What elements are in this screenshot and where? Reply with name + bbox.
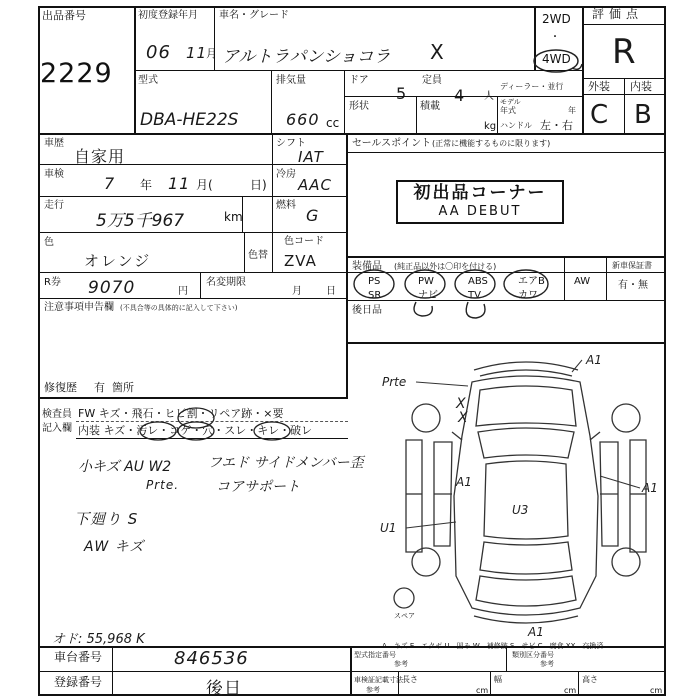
warranty-divider bbox=[606, 256, 607, 300]
mark-prte: Prte bbox=[382, 375, 407, 389]
car-damage-diagram bbox=[376, 346, 666, 638]
inspector-row-2: 内装 キズ・汚レ・コゲ・穴・スレ・キレ・破レ bbox=[78, 424, 313, 437]
eval-label-underline bbox=[582, 24, 666, 25]
equip-airbag: エアB bbox=[518, 276, 545, 287]
eval-divider bbox=[582, 6, 584, 134]
equipment-bottom-line bbox=[346, 300, 666, 301]
name-change-label: 名変期限 bbox=[206, 277, 246, 288]
mark-a1-front: A1 bbox=[586, 353, 602, 367]
inspection-day-unit: 日) bbox=[250, 178, 267, 192]
length-label: 長さ bbox=[402, 675, 418, 684]
reg-value: 後日 bbox=[206, 679, 242, 699]
type-divider bbox=[271, 70, 272, 133]
mark-a1-right: A1 bbox=[642, 481, 658, 495]
equip-abs: ABS bbox=[468, 276, 488, 287]
recycle-row-line bbox=[38, 298, 346, 299]
drive-dot: ・ bbox=[550, 32, 560, 43]
drive-2wd: 2WD bbox=[542, 12, 571, 26]
equip-navi: ナビ bbox=[418, 290, 438, 301]
footer-category-divider bbox=[506, 646, 507, 671]
after-bottom-line bbox=[346, 342, 666, 344]
shift-value: IAT bbox=[298, 148, 324, 166]
color-code-value: ZVA bbox=[284, 252, 317, 270]
width-label: 幅 bbox=[494, 675, 502, 684]
recycle-unit: 円 bbox=[178, 286, 188, 297]
equip-ps: PS bbox=[368, 276, 381, 287]
dims-height-divider bbox=[578, 671, 579, 696]
shift-divider bbox=[272, 133, 273, 241]
note-line-1: 小キズ AU W2 bbox=[78, 459, 172, 475]
repair-value: 有 bbox=[94, 381, 105, 394]
mileage-row-line bbox=[38, 232, 346, 233]
handle-value: 左・右 bbox=[540, 119, 573, 132]
mark-u1: U1 bbox=[380, 521, 397, 535]
reg-label: 登録番号 bbox=[54, 675, 103, 689]
after-label: 後日品 bbox=[352, 305, 382, 316]
header-row-divider bbox=[134, 70, 582, 71]
model-year-unit: 年 bbox=[568, 106, 576, 115]
equipment-circle-marks bbox=[352, 258, 562, 326]
inspection-year: 7 bbox=[104, 174, 116, 193]
ext-int-label-underline bbox=[582, 94, 666, 95]
equip-sr: SR bbox=[368, 290, 382, 301]
displacement-label: 排気量 bbox=[276, 75, 306, 86]
equip-pw: PW bbox=[418, 276, 434, 287]
sales-points-label: セールスポイント bbox=[352, 138, 432, 149]
aw-label: AW bbox=[574, 276, 591, 287]
note-line-4: コアサポート bbox=[216, 479, 300, 495]
footer-top-line bbox=[38, 646, 666, 648]
inspector-label-2: 記入欄 bbox=[42, 423, 72, 434]
repair-places: 箇所 bbox=[112, 381, 134, 394]
shape-label: 形状 bbox=[349, 101, 369, 112]
notes-sub: (不具合等の具体的に記入して下さい) bbox=[120, 304, 238, 312]
equipment-sub: (純正品以外は〇印を付ける) bbox=[394, 262, 497, 271]
equip-tv: TV bbox=[468, 290, 481, 301]
category-label: 類別区分番号 bbox=[512, 651, 554, 659]
seats-label: 定員 bbox=[422, 75, 442, 86]
category-ref: 参考 bbox=[540, 660, 554, 668]
note-line-5: 下廻り S bbox=[74, 510, 139, 528]
chassis-row-line bbox=[38, 671, 350, 672]
sales-points-sub: (正常に機能するものに限ります) bbox=[432, 139, 551, 148]
eval-value: R bbox=[612, 32, 637, 72]
lot-label: 出品番号 bbox=[42, 9, 86, 22]
exterior-value: C bbox=[590, 100, 610, 130]
notes-label: 注意事項申告欄 bbox=[44, 302, 114, 313]
mark-u3: U3 bbox=[512, 503, 529, 517]
lot-number: 2229 bbox=[40, 58, 113, 89]
dims-length-divider bbox=[398, 671, 399, 696]
type-value: DBA-HE22S bbox=[140, 110, 239, 130]
note-line-6: AW キズ bbox=[84, 539, 145, 555]
interior-value: B bbox=[634, 100, 653, 130]
note-line-3: フエド サイドメンバー歪 bbox=[208, 455, 364, 471]
model-year-label-2: 年式 bbox=[500, 106, 516, 115]
type-label: 型式 bbox=[138, 75, 158, 86]
mark-x-1: X bbox=[456, 396, 466, 412]
header-divider bbox=[38, 133, 666, 135]
first-reg-divider bbox=[214, 6, 215, 70]
inspector-row-1: FW キズ・飛石・ヒビ割・リペア跡・×要 bbox=[78, 407, 284, 420]
color-label: 色 bbox=[44, 237, 54, 248]
odometer-note: オド: 55,968 K bbox=[52, 632, 145, 647]
displacement-divider bbox=[344, 70, 345, 133]
note-line-2: Prte. bbox=[146, 478, 180, 492]
dims-ref: 参考 bbox=[366, 686, 380, 694]
warranty-label: 新車保証書 bbox=[612, 261, 652, 270]
shift-label: シフト bbox=[276, 138, 306, 149]
height-cm: cm bbox=[650, 686, 663, 695]
doors-value: 5 bbox=[396, 84, 408, 103]
mark-x-2: X bbox=[458, 410, 468, 426]
history-label: 車歴 bbox=[44, 138, 64, 149]
model-name-label: 車名・グレード bbox=[219, 10, 289, 21]
interior-label: 内装 bbox=[630, 80, 652, 93]
exterior-label: 外装 bbox=[588, 80, 610, 93]
load-label: 積載 bbox=[420, 101, 440, 112]
shape-row-divider bbox=[344, 96, 582, 97]
repair-label: 修復歴 bbox=[44, 381, 77, 394]
shift-row-line bbox=[272, 164, 346, 165]
equip-leather: カワ bbox=[518, 290, 538, 301]
inspector-label-1: 検査員 bbox=[42, 409, 72, 420]
fuel-label: 燃料 bbox=[276, 200, 296, 211]
chassis-value: 846536 bbox=[174, 648, 249, 669]
dims-width-divider bbox=[490, 671, 491, 696]
type-designation-label: 型式指定番号 bbox=[354, 651, 396, 659]
ext-int-divider bbox=[624, 78, 625, 134]
dims-label: 車検証記載寸法 bbox=[354, 676, 403, 684]
inspection-year-unit: 年 bbox=[140, 178, 153, 192]
first-reg-year: 06 bbox=[146, 42, 171, 63]
color-change-divider bbox=[244, 232, 245, 272]
details-bottom-line bbox=[38, 397, 348, 399]
mileage-unit: km bbox=[224, 210, 243, 224]
aircon-label: 冷房 bbox=[276, 169, 296, 180]
width-cm: cm bbox=[564, 686, 577, 695]
details-right-divider bbox=[346, 133, 348, 397]
inspection-row-line bbox=[38, 196, 346, 197]
inspector-circle-marks bbox=[130, 400, 310, 444]
mileage-unit-divider bbox=[242, 196, 243, 232]
recycle-divider bbox=[200, 272, 201, 298]
fuel-value: G bbox=[306, 206, 320, 225]
equipment-label: 装備品 bbox=[352, 261, 382, 272]
first-reg-label: 初度登録年月 bbox=[138, 10, 198, 21]
eval-label: 評価点 bbox=[592, 7, 644, 21]
history-row-line bbox=[38, 164, 272, 165]
inspection-label: 車検 bbox=[44, 169, 64, 180]
chassis-label: 車台番号 bbox=[54, 650, 103, 664]
shape-load-divider bbox=[416, 96, 417, 133]
model-name-value: アルトラパンショコラ bbox=[222, 47, 391, 67]
inspection-month-unit: 月( bbox=[196, 178, 213, 192]
handle-label: ハンドル bbox=[500, 121, 532, 130]
first-reg-month-unit: 月 bbox=[206, 47, 217, 60]
color-row-line bbox=[38, 272, 346, 273]
recycle-value: 9070 bbox=[88, 278, 136, 298]
mileage-value: 5万5千967 bbox=[96, 211, 185, 231]
mileage-label: 走行 bbox=[44, 200, 64, 211]
drive-4wd: 4WD bbox=[542, 52, 571, 66]
displacement-unit: cc bbox=[326, 116, 340, 130]
height-label: 高さ bbox=[582, 675, 598, 684]
sales-points-underline bbox=[346, 152, 666, 153]
debut-line-1: 初出品コーナー bbox=[413, 183, 547, 203]
drive-4wd-circle-mark bbox=[532, 46, 586, 80]
length-cm: cm bbox=[476, 686, 489, 695]
name-change-month: 月 bbox=[292, 286, 302, 297]
grade-value: X bbox=[430, 40, 445, 64]
color-value: オレンジ bbox=[84, 252, 152, 270]
history-value: 自家用 bbox=[74, 147, 126, 166]
type-designation-ref: 参考 bbox=[394, 660, 408, 668]
equipment-aw-divider bbox=[564, 256, 565, 300]
damage-legend: A―キズ E―エクボ U―凹み W―補修跡 S―サビ C―腐食 XX―交換済 bbox=[382, 642, 604, 650]
warranty-value: 有・無 bbox=[618, 280, 648, 291]
inspection-month: 11 bbox=[168, 174, 191, 193]
doors-label: ドア bbox=[349, 75, 369, 86]
load-unit: kg bbox=[484, 121, 497, 132]
mark-a1-rear: A1 bbox=[528, 625, 544, 638]
model-year-label-1: モデル bbox=[500, 98, 521, 106]
load-year-divider bbox=[497, 96, 498, 133]
spare-label: スペア bbox=[394, 612, 415, 620]
name-change-day: 日 bbox=[326, 286, 336, 297]
first-reg-month: 11 bbox=[186, 44, 208, 62]
aircon-value: AAC bbox=[298, 176, 332, 194]
debut-line-2: AA DEBUT bbox=[438, 204, 522, 219]
mark-a1-left: A1 bbox=[456, 475, 472, 489]
displacement-value: 660 bbox=[286, 110, 320, 129]
color-change-label: 色替 bbox=[248, 250, 268, 261]
recycle-label: R券 bbox=[44, 277, 61, 288]
seats-unit: 人 bbox=[484, 91, 494, 102]
dealer-label: ディーラー・並行 bbox=[500, 82, 564, 91]
seats-value: 4 bbox=[454, 86, 466, 105]
color-code-divider bbox=[272, 232, 273, 272]
color-code-label: 色コード bbox=[284, 236, 324, 247]
debut-stamp bbox=[396, 180, 564, 224]
